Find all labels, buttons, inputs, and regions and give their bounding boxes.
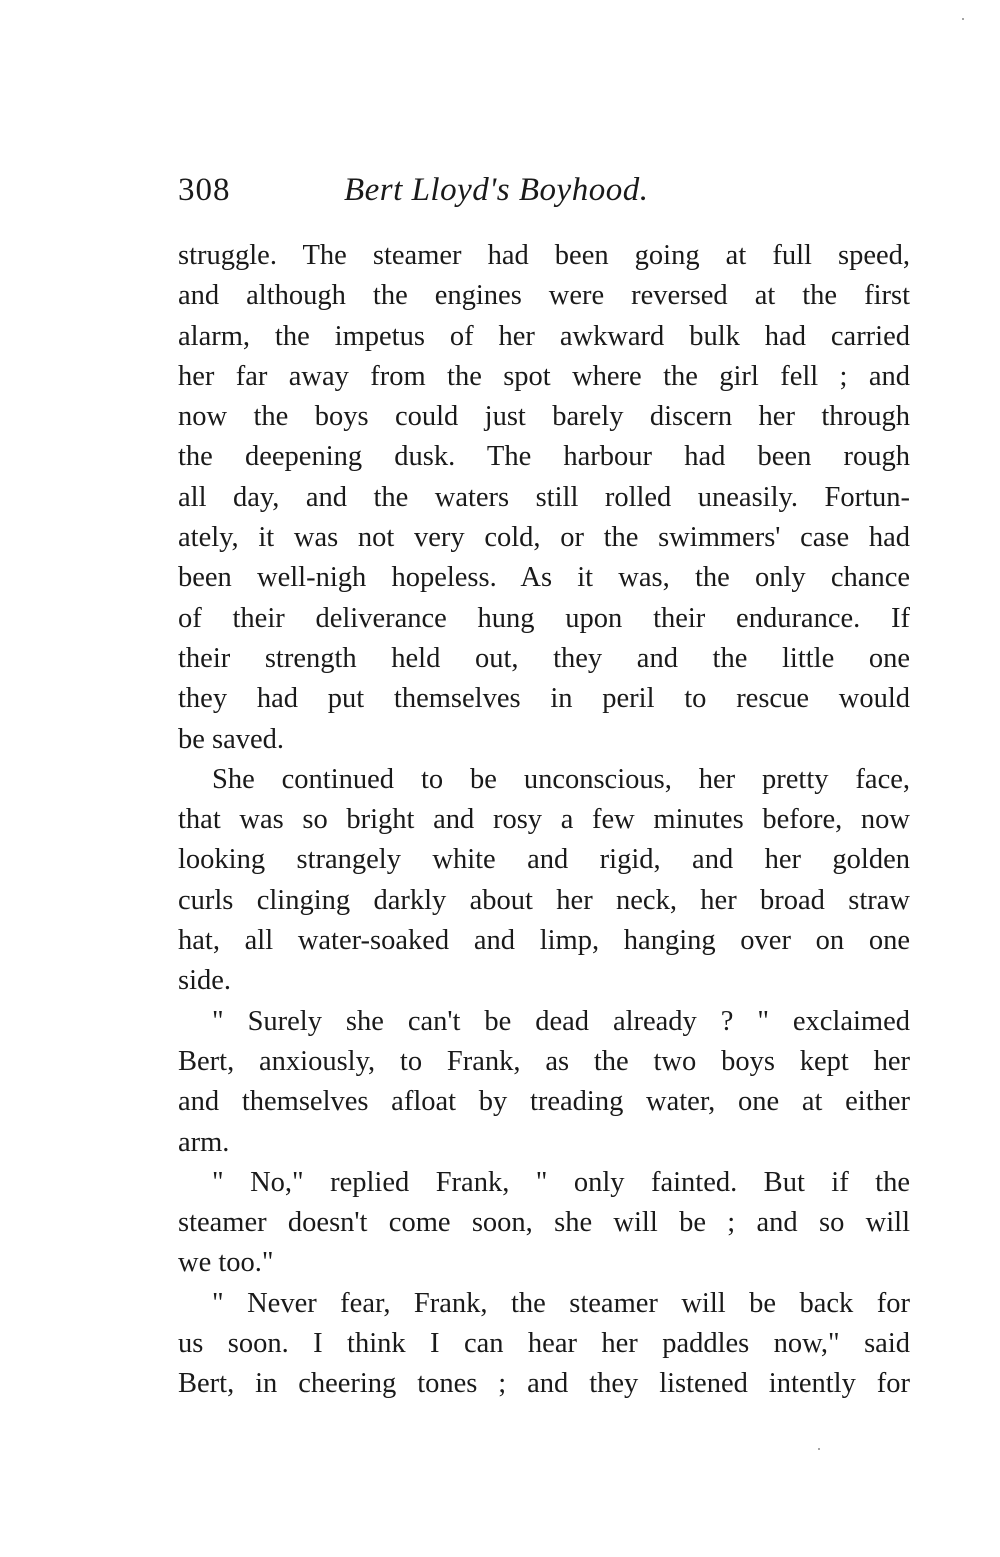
text-line: we too.": [178, 1247, 274, 1279]
text-line: Bert, anxiously, to Frank, as the two boys kept her: [178, 1045, 910, 1077]
text-line: looking strangely white and rigid, and her golden: [178, 844, 910, 876]
page-number: 308: [178, 172, 231, 208]
text-line: and themselves afloat by treading water, one at either: [178, 1086, 910, 1118]
text-line: ately, it was not very cold, or the swimmers' case had: [178, 522, 910, 554]
text-line: us soon. I think I can hear her paddles now," said: [178, 1328, 910, 1360]
text-line: curls clinging darkly about her neck, her broad straw: [178, 884, 910, 916]
text-line: hat, all water-soaked and limp, hanging over on one: [178, 925, 910, 957]
text-line: alarm, the impetus of her awkward bulk had carried: [178, 320, 910, 352]
body-text: [178, 236, 910, 1405]
text-line: arm.: [178, 1126, 230, 1158]
text-line: their strength held out, they and the little one: [178, 642, 910, 674]
text-line: She continued to be unconscious, her pretty face,: [212, 763, 910, 795]
text-line: side.: [178, 965, 232, 997]
text-line: Bert, in cheering tones ; and they listened intently for: [178, 1368, 910, 1400]
text-line: struggle. The steamer had been going at full speed,: [178, 240, 910, 271]
text-line: steamer doesn't come soon, she will be ; and so will: [178, 1207, 910, 1239]
scan-speck: [818, 1448, 820, 1450]
text-line: been well-nigh hopeless. As it was, the only chance: [178, 562, 910, 594]
text-line: all day, and the waters still rolled uneasily. Fortun-: [178, 481, 910, 513]
text-line: her far away from the spot where the girl fell ; and: [178, 360, 910, 392]
text-line: of their deliverance hung upon their endurance. If: [178, 602, 910, 634]
scan-speck: [962, 18, 964, 20]
text-line: the deepening dusk. The harbour had been rough: [178, 441, 910, 473]
book-title: Bert Lloyd's Boyhood.: [344, 172, 649, 208]
running-head: [178, 168, 910, 212]
text-line: now the boys could just barely discern her through: [178, 401, 910, 433]
text-line: " No," replied Frank, " only fainted. But if the: [212, 1166, 910, 1198]
text-line: be saved.: [178, 723, 285, 755]
text-line: and although the engines were reversed at the first: [178, 280, 910, 312]
text-line: " Never fear, Frank, the steamer will be back for: [212, 1287, 910, 1319]
text-line: that was so bright and rosy a few minutes before, now: [178, 804, 910, 836]
text-line: " Surely she can't be dead already ? " exclaimed: [212, 1005, 910, 1037]
text-line: they had put themselves in peril to rescue would: [178, 683, 910, 715]
